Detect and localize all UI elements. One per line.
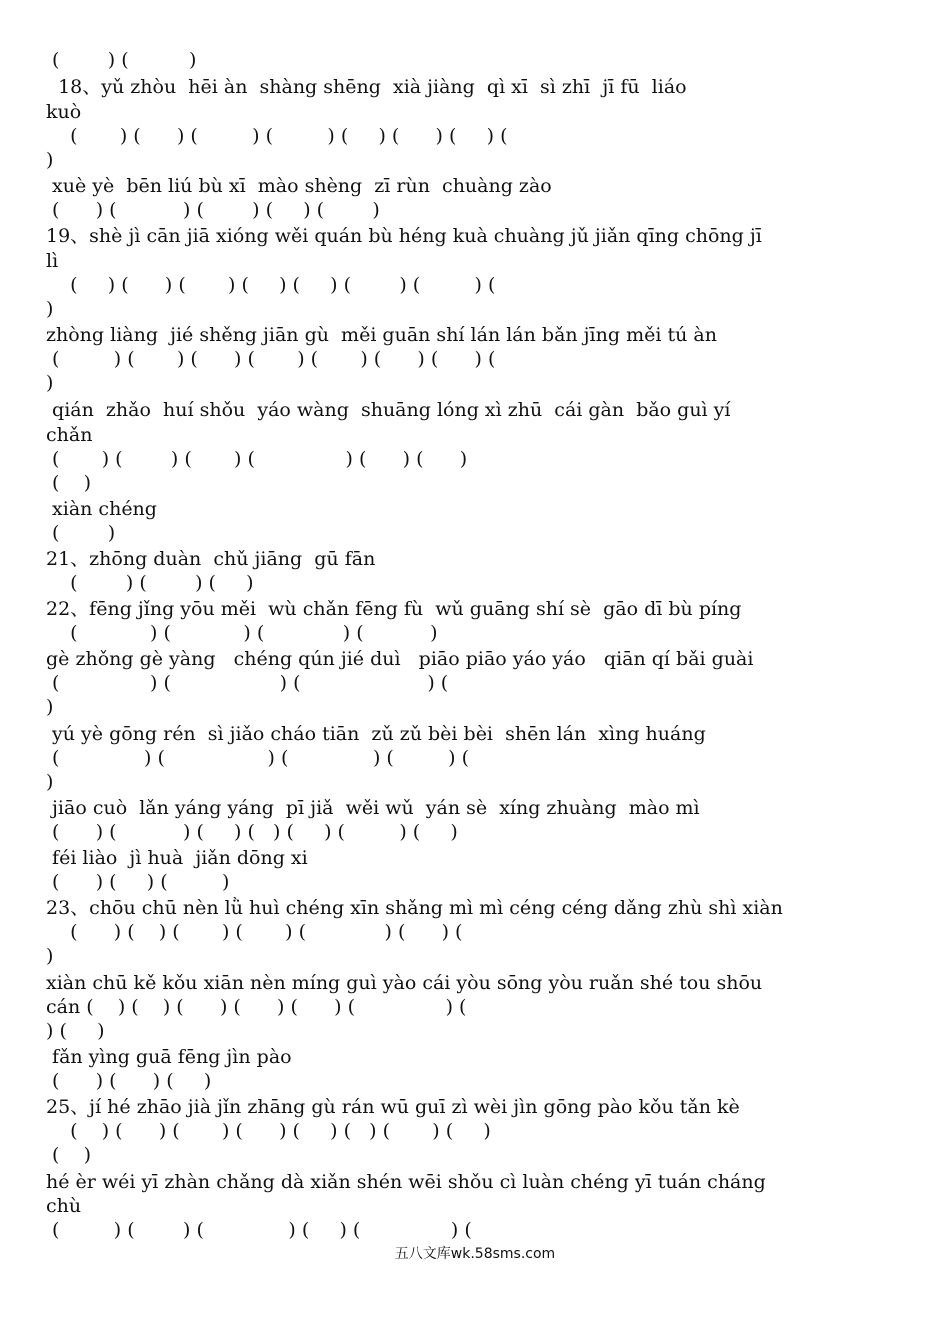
text-line: ) bbox=[46, 696, 54, 718]
text-line: ( ) ( ) ( ) ( ) bbox=[46, 622, 438, 644]
text-line: ( ) bbox=[46, 522, 116, 544]
text-line: 23、chōu chū nèn lǜ huì chéng xīn shǎng mì mì céng céng dǎng zhù shì xiàn bbox=[46, 897, 783, 919]
text-line: kuò bbox=[46, 101, 82, 123]
text-line: ( ) ( ) ( ) ( ) ( ) ( ) ( ) ( bbox=[46, 274, 496, 296]
text-line: hé èr wéi yī zhàn chǎng dà xiǎn shén wēi shǒu cì luàn chéng yī tuán cháng bbox=[46, 1171, 766, 1193]
text-line: 21、zhōng duàn chǔ jiāng gū fān bbox=[46, 548, 376, 570]
text-line: ( ) ( ) ( ) ( ) ( bbox=[46, 747, 470, 769]
page-footer: 五八文库wk.58sms.com bbox=[394, 1246, 556, 1262]
text-line: yú yè gōng rén sì jiǎo cháo tiān zǔ zǔ bèi bèi shēn lán xìng huáng bbox=[46, 723, 706, 745]
text-line: zhòng liàng jié shěng jiān gù měi guān shí lán lán bǎn jīng měi tú àn bbox=[46, 324, 717, 346]
text-line: ( ) ( ) ( ) bbox=[46, 572, 254, 594]
text-line: jiāo cuò lǎn yáng yáng pī jiǎ wěi wǔ yán sè xíng zhuàng mào mì bbox=[46, 797, 700, 819]
text-line: ( ) ( ) ( ) ( ) ( ) bbox=[46, 199, 380, 221]
text-line: ) ( ) bbox=[46, 1020, 105, 1042]
text-line: ( ) ( ) ( ) ( ) ( ) ( ) ( ) ( bbox=[46, 348, 496, 370]
text-line: ( ) ( ) ( ) bbox=[46, 1070, 212, 1092]
text-line: xuè yè bēn liú bù xī mào shèng zī rùn chuàng zào bbox=[46, 175, 552, 197]
text-line: chǎn bbox=[46, 424, 93, 446]
text-line: ( ) ( ) ( ) ( ) ( ) ( ) ( ) bbox=[46, 821, 458, 843]
text-line: fǎn yìng guā fēng jìn pào bbox=[46, 1046, 292, 1068]
text-line: chù bbox=[46, 1195, 82, 1217]
text-line: xiàn chū kě kǒu xiān nèn míng guì yào cái yòu sōng yòu ruǎn shé tou shōu bbox=[46, 972, 763, 994]
text-line: xiàn chéng bbox=[46, 498, 157, 520]
text-line: 18、yǔ zhòu hēi àn shàng shēng xià jiàng qì xī sì zhī jī fū liáo bbox=[46, 76, 687, 98]
text-line: 19、shè jì cān jiā xióng wěi quán bù héng kuà chuàng jǔ jiǎn qīng chōng jī bbox=[46, 225, 762, 247]
text-line: ( ) ( ) ( ) ( ) ( ) ( ) ( ) ( ) bbox=[46, 1120, 491, 1142]
text-line: ) bbox=[46, 945, 54, 967]
text-line: lì bbox=[46, 250, 59, 272]
text-line: ) bbox=[46, 771, 54, 793]
text-line: ) bbox=[46, 298, 54, 320]
text-line: gè zhǒng gè yàng chéng qún jié duì piāo piāo yáo yáo qiān qí bǎi guài bbox=[46, 648, 754, 670]
text-line: féi liào jì huà jiǎn dōng xi bbox=[46, 847, 308, 869]
text-line: ( ) ( ) ( ) ( ) ( ) ( ) ( ) ( bbox=[46, 125, 508, 147]
text-line: ) bbox=[46, 149, 54, 171]
text-line: cán ( ) ( ) ( ) ( ) ( ) ( ) ( bbox=[46, 996, 467, 1018]
text-line: qián zhǎo huí shǒu yáo wàng shuāng lóng xì zhū cái gàn bǎo guì yí bbox=[46, 399, 731, 421]
text-line: ( ) bbox=[46, 1144, 92, 1166]
text-line: 25、jí hé zhāo jià jǐn zhāng gù rán wū guī zì wèi jìn gōng pào kǒu tǎn kè bbox=[46, 1096, 740, 1118]
text-line: 22、fēng jǐng yōu měi wù chǎn fēng fù wǔ guāng shí sè gāo dī bù píng bbox=[46, 598, 742, 620]
text-line: ( ) ( ) ( ) ( bbox=[46, 672, 449, 694]
text-line: ( ) ( ) ( ) ( ) ( ) ( ) ( bbox=[46, 921, 463, 943]
text-line: ( ) bbox=[46, 472, 92, 494]
text-line: ( ) ( ) ( ) bbox=[46, 871, 230, 893]
text-line: ) bbox=[46, 372, 54, 394]
text-line: ( ) ( ) ( ) ( ) ( ) ( ) bbox=[46, 448, 468, 470]
text-line: ( ) ( ) bbox=[46, 49, 197, 71]
text-line: ( ) ( ) ( ) ( ) ( ) ( bbox=[46, 1219, 472, 1241]
